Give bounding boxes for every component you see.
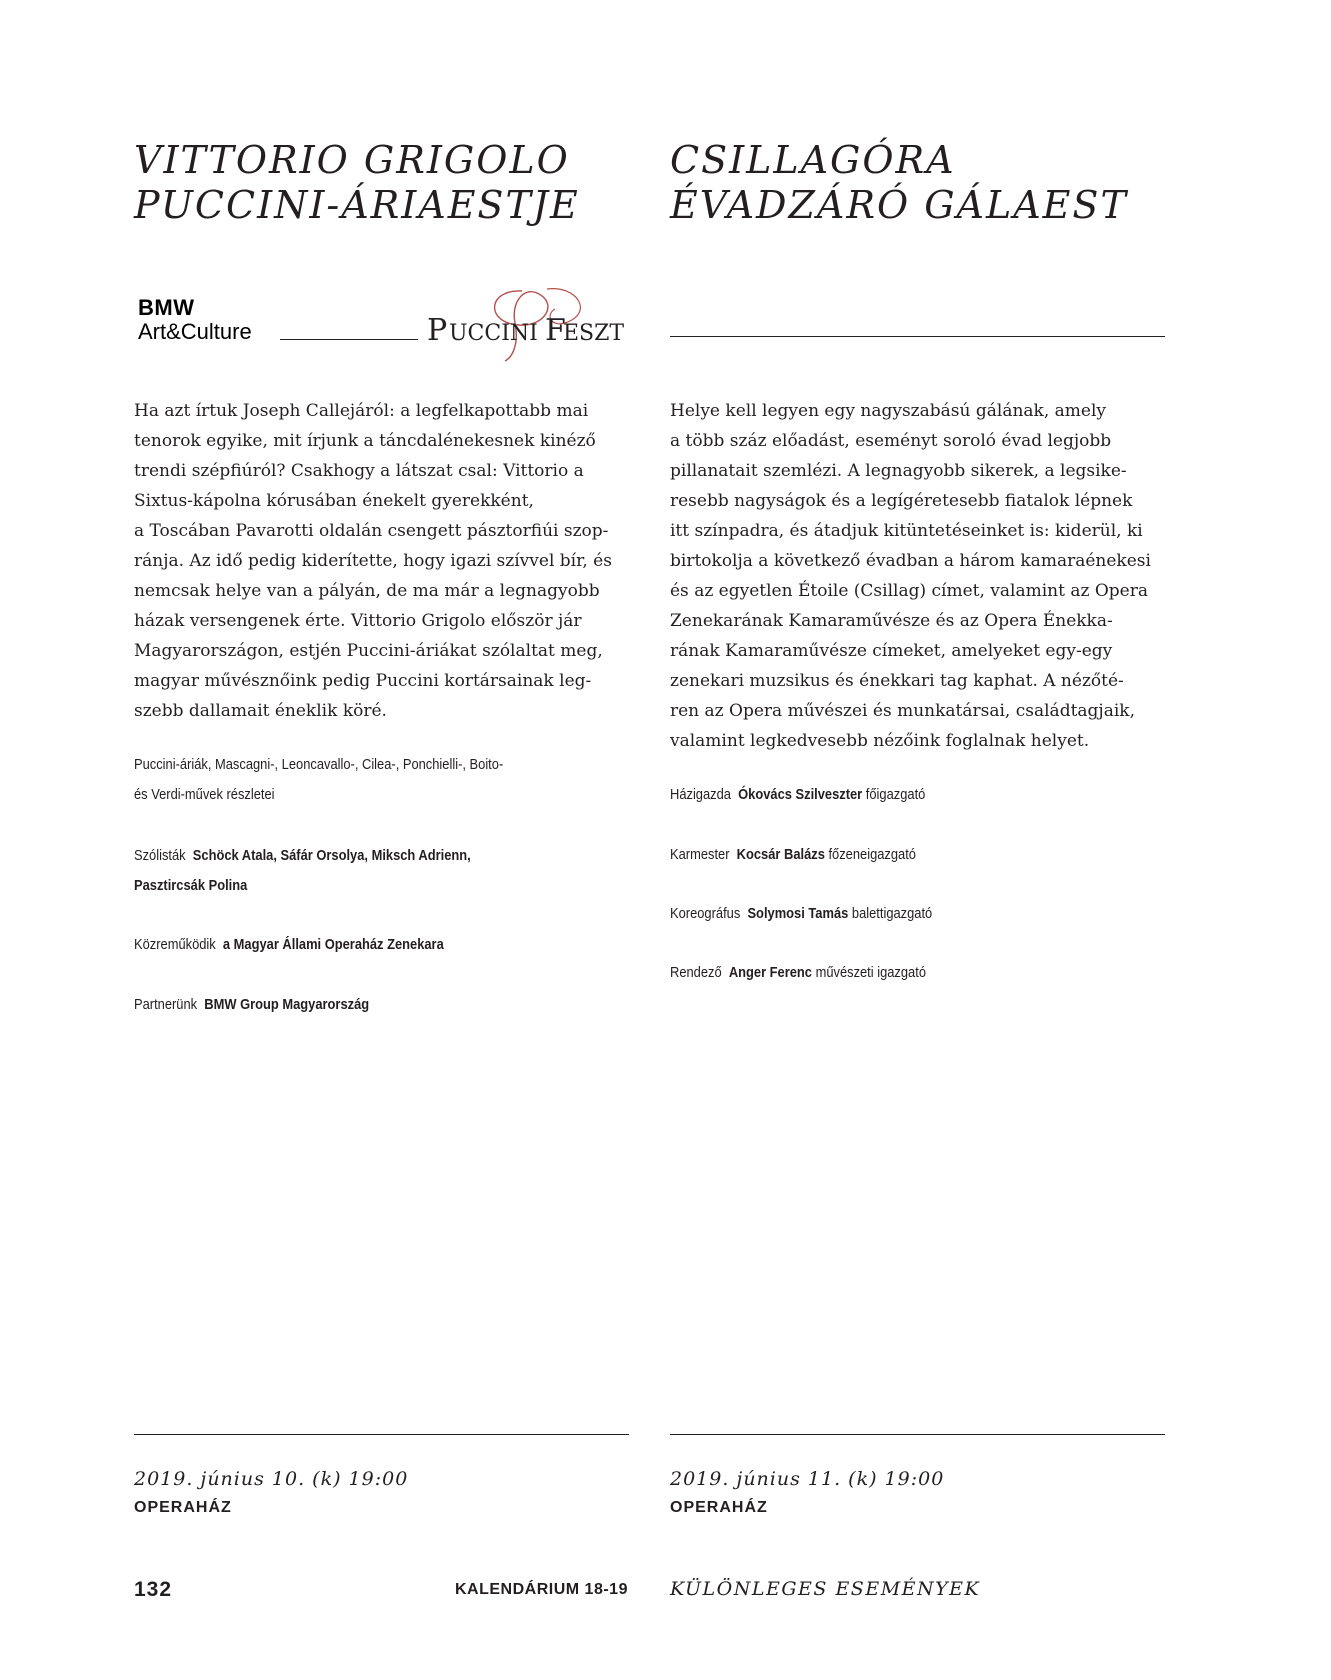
title-divider [670, 336, 1165, 337]
description-line: nemcsak helye van a pályán, de ma már a legnagyobb [134, 581, 600, 601]
description-line: Helye kell legyen egy nagyszabású gálának, amely [670, 401, 1106, 421]
description-line: ránja. Az idő pedig kiderítette, hogy igazi szívvel bír, és [134, 551, 612, 571]
conductor-credit [670, 846, 916, 863]
event-description [670, 396, 1165, 756]
credit-role: balettigazgató [851, 905, 933, 922]
description-line: szebb dallamait éneklik köré. [134, 701, 387, 721]
logo-divider [280, 339, 418, 340]
featuring-credit [134, 936, 444, 953]
credit-role: művészeti igazgató [815, 964, 926, 981]
description-line: a Toscában Pavarotti oldalán csengett pásztorfiúi szop- [134, 521, 609, 541]
event-title-line: ÉVADZÁRÓ GÁLAEST [670, 183, 1128, 227]
puccinifeszt-logo [427, 283, 627, 363]
description-line: zenekari muzsikus és énekkari tag kaphat. A nézőté- [670, 671, 1124, 691]
credit-name: Kocsár Balázs [736, 846, 825, 863]
credit-name: Schöck Atala, Sáfár Orsolya, Miksch Adrienn, [192, 847, 471, 864]
soloists-credit [134, 847, 471, 864]
section-title: KÜLÖNLEGES ESEMÉNYEK [670, 1578, 981, 1600]
event-venue: OPERAHÁZ [670, 1499, 768, 1516]
svg-text:F: F [545, 313, 566, 348]
bmw-art-culture-logo [138, 296, 252, 344]
event-title-line: VITTORIO GRIGOLO [134, 138, 570, 182]
svg-text:UCCINI: UCCINI [449, 321, 538, 346]
description-line: ren az Opera művészei és munkatársai, családtagjaik, [670, 701, 1135, 721]
credit-name: Ókovács Szilveszter [738, 786, 863, 803]
date-divider [670, 1434, 1165, 1435]
credit-label: Közreműködik [134, 936, 216, 953]
director-credit [670, 964, 926, 981]
program-line: és Verdi-művek részletei [134, 786, 275, 803]
credit-name: a Magyar Állami Operaház Zenekara [222, 936, 444, 953]
credit-name: BMW Group Magyarország [204, 996, 370, 1013]
credit-label: Partnerünk [134, 996, 198, 1013]
description-line: Sixtus-kápolna kórusában énekelt gyerekként, [134, 491, 534, 511]
description-line: pillanatait szemlézi. A legnagyobb sikerek, a legsike- [670, 461, 1127, 481]
description-line: házak versengenek érte. Vittorio Grigolo először jár [134, 611, 582, 631]
description-line: resebb nagyságok és a legígéretesebb fiatalok lépnek [670, 491, 1133, 511]
credit-label: Rendező [670, 964, 722, 981]
soloists-credit-cont [134, 877, 247, 894]
credit-name: Anger Ferenc [728, 964, 812, 981]
svg-text:P: P [427, 313, 448, 348]
credit-role: főzeneigazgató [828, 846, 916, 863]
bmw-logo-text: BMW [138, 295, 195, 320]
event-title [670, 138, 1128, 228]
credit-role: főigazgató [865, 786, 926, 803]
calendar-title: KALENDÁRIUM 18-19 [455, 1581, 628, 1598]
description-line: itt színpadra, és átadjuk kitüntetéseinket is: kiderül, ki [670, 521, 1143, 541]
description-line: tenorok egyike, mit írjunk a táncdalénekesnek kinéző [134, 431, 596, 451]
description-line: valamint legkedvesebb nézőink foglalnak helyet. [670, 731, 1090, 751]
host-credit [670, 786, 925, 803]
event-title [134, 138, 580, 228]
partner-credit [134, 996, 369, 1013]
credit-label: Koreográfus [670, 905, 741, 922]
credit-label: Házigazda [670, 786, 731, 803]
description-line: Zenekarának Kamaraművésze és az Opera Énekka- [670, 611, 1113, 631]
event-title-line: PUCCINI-ÁRIAESTJE [134, 183, 580, 227]
description-line: a több száz előadást, eseményt soroló évad legjobb [670, 431, 1112, 451]
event-venue: OPERAHÁZ [134, 1499, 232, 1516]
svg-text:ESZT: ESZT [563, 321, 625, 346]
credit-name: Solymosi Tamás [747, 905, 849, 922]
credit-label: Karmester [670, 846, 730, 863]
description-line: magyar művésznőink pedig Puccini kortársainak leg- [134, 671, 592, 691]
description-line: trendi szépfiúról? Csakhogy a látszat csal: Vittorio a [134, 461, 584, 481]
description-line: birtokolja a következő évadban a három kamaraénekesi [670, 551, 1151, 571]
description-line: rának Kamaraművésze címeket, amelyeket egy-egy [670, 641, 1113, 661]
description-line: és az egyetlen Étoile (Csillag) címet, valamint az Opera [670, 581, 1148, 601]
description-line: Ha azt írtuk Joseph Callejáról: a legfelkapottabb mai [134, 401, 589, 421]
art-culture-logo-text: Art&Culture [138, 319, 252, 344]
description-line: Magyarországon, estjén Puccini-áriákat szólaltat meg, [134, 641, 603, 661]
event-title-line: CSILLAGÓRA [670, 138, 956, 182]
credit-label: Szólisták [134, 847, 186, 864]
event-date: 2019. június 11. (k) 19:00 [670, 1468, 945, 1490]
date-divider [134, 1434, 629, 1435]
program-line: Puccini-áriák, Mascagni-, Leoncavallo-, Cilea-, Ponchielli-, Boito- [134, 756, 504, 773]
choreographer-credit [670, 905, 932, 922]
credit-name: Pasztircsák Polina [134, 877, 248, 894]
event-date: 2019. június 10. (k) 19:00 [134, 1468, 409, 1490]
event-description [134, 396, 629, 726]
page-number: 132 [134, 1578, 173, 1601]
